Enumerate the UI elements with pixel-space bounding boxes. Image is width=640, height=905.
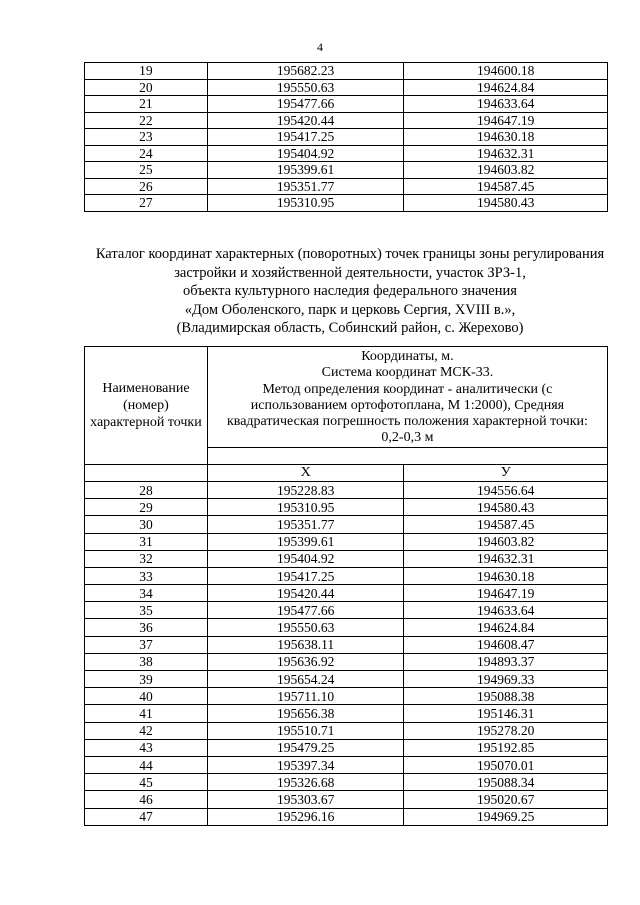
x-coordinate-cell: 195420.44 xyxy=(207,112,404,129)
y-coordinate-cell: 194647.19 xyxy=(404,585,608,602)
table-row xyxy=(85,739,608,756)
point-name-header xyxy=(85,347,208,465)
x-coordinate-cell: 195310.95 xyxy=(207,195,404,212)
catalog-heading xyxy=(60,245,640,338)
x-coordinate-cell: 195399.61 xyxy=(207,533,404,550)
table-row xyxy=(85,96,608,113)
x-coordinate-cell: 195510.71 xyxy=(207,722,404,739)
x-coordinate-cell: 195397.34 xyxy=(207,756,404,773)
x-coordinate-cell: 195310.95 xyxy=(207,499,404,516)
y-coordinate-cell: 194608.47 xyxy=(404,636,608,653)
point-number-cell: 42 xyxy=(85,722,208,739)
point-number-cell: 40 xyxy=(85,688,208,705)
y-coordinate-cell: 194630.18 xyxy=(404,129,608,146)
y-coordinate-cell: 194647.19 xyxy=(404,112,608,129)
x-coordinate-cell: 195303.67 xyxy=(207,791,404,808)
page-number: 4 xyxy=(317,40,323,54)
table-body xyxy=(85,481,608,825)
coordinates-table xyxy=(84,346,608,826)
y-coordinate-cell: 194969.33 xyxy=(404,671,608,688)
x-coordinate-cell: 195682.23 xyxy=(207,63,404,80)
y-coordinate-cell: 194632.31 xyxy=(404,145,608,162)
point-number-cell: 26 xyxy=(85,178,208,195)
header-line: (номер) xyxy=(123,397,169,413)
point-number-cell: 28 xyxy=(85,481,208,498)
x-coordinate-cell: 195479.25 xyxy=(207,739,404,756)
y-coordinate-cell: 194969.25 xyxy=(404,808,608,825)
table-row xyxy=(85,178,608,195)
x-coordinate-cell: 195417.25 xyxy=(207,129,404,146)
x-coordinate-cell: 195636.92 xyxy=(207,653,404,670)
point-number-cell: 45 xyxy=(85,774,208,791)
y-coordinate-cell: 195088.34 xyxy=(404,774,608,791)
point-number-cell: 20 xyxy=(85,79,208,96)
x-coordinate-cell: 195296.16 xyxy=(207,808,404,825)
empty-header-cell xyxy=(85,464,208,481)
x-column-header: X xyxy=(207,464,404,481)
y-coordinate-cell: 194580.43 xyxy=(404,499,608,516)
y-coordinate-cell: 194630.18 xyxy=(404,567,608,584)
point-number-cell: 33 xyxy=(85,567,208,584)
x-coordinate-cell: 195550.63 xyxy=(207,79,404,96)
y-coordinate-cell: 194600.18 xyxy=(404,63,608,80)
coordinates-header xyxy=(207,347,607,448)
heading-line: объекта культурного наследия федерального значения xyxy=(183,283,517,299)
point-number-cell: 30 xyxy=(85,516,208,533)
table-row xyxy=(85,195,608,212)
x-coordinate-cell: 195417.25 xyxy=(207,567,404,584)
y-coordinate-cell: 194587.45 xyxy=(404,178,608,195)
table-row xyxy=(85,481,608,498)
y-column-header: У xyxy=(404,464,608,481)
header-line: характерной точки xyxy=(90,414,202,430)
table-row xyxy=(85,705,608,722)
point-number-cell: 31 xyxy=(85,533,208,550)
table-row xyxy=(85,533,608,550)
point-number-cell: 34 xyxy=(85,585,208,602)
y-coordinate-cell: 194624.84 xyxy=(404,619,608,636)
heading-line: «Дом Оболенского, парк и церковь Сергия, XVIII в.», xyxy=(184,301,516,318)
table-row xyxy=(85,499,608,516)
point-number-cell: 41 xyxy=(85,705,208,722)
x-coordinate-cell: 195550.63 xyxy=(207,619,404,636)
x-coordinate-cell: 195228.83 xyxy=(207,481,404,498)
y-coordinate-cell: 195278.20 xyxy=(404,722,608,739)
y-coordinate-cell: 194603.82 xyxy=(404,533,608,550)
x-coordinate-cell: 195351.77 xyxy=(207,178,404,195)
y-coordinate-cell: 195146.31 xyxy=(404,705,608,722)
point-number-cell: 38 xyxy=(85,653,208,670)
table-row xyxy=(85,688,608,705)
table-row xyxy=(85,602,608,619)
x-coordinate-cell: 195638.11 xyxy=(207,636,404,653)
point-number-cell: 19 xyxy=(85,63,208,80)
point-number-cell: 36 xyxy=(85,619,208,636)
table-row xyxy=(85,129,608,146)
table-row xyxy=(85,162,608,179)
header-line: 0,2-0,3 м xyxy=(381,430,434,446)
y-coordinate-cell: 194580.43 xyxy=(404,195,608,212)
y-coordinate-cell: 195020.67 xyxy=(404,791,608,808)
x-coordinate-cell: 195477.66 xyxy=(207,96,404,113)
header-line: Система координат МСК-33. xyxy=(321,365,494,381)
table-row xyxy=(85,79,608,96)
header-line: квадратическая погрешность положения характерной точки: xyxy=(226,414,588,430)
x-coordinate-cell: 195351.77 xyxy=(207,516,404,533)
table-row xyxy=(85,636,608,653)
y-coordinate-cell: 195192.85 xyxy=(404,739,608,756)
point-number-cell: 37 xyxy=(85,636,208,653)
x-coordinate-cell: 195654.24 xyxy=(207,671,404,688)
table-row xyxy=(85,145,608,162)
point-number-cell: 22 xyxy=(85,112,208,129)
table-row xyxy=(85,791,608,808)
header-spacer xyxy=(207,447,607,464)
y-coordinate-cell: 194587.45 xyxy=(404,516,608,533)
point-number-cell: 35 xyxy=(85,602,208,619)
y-coordinate-cell: 194893.37 xyxy=(404,653,608,670)
point-number-cell: 39 xyxy=(85,671,208,688)
y-coordinate-cell: 194624.84 xyxy=(404,79,608,96)
x-coordinate-cell: 195711.10 xyxy=(207,688,404,705)
header-line: Метод определения координат - аналитически (с xyxy=(262,381,553,397)
point-number-cell: 43 xyxy=(85,739,208,756)
table-row xyxy=(85,112,608,129)
table-row xyxy=(85,550,608,567)
table-row xyxy=(85,585,608,602)
y-coordinate-cell: 194603.82 xyxy=(404,162,608,179)
y-coordinate-cell: 194632.31 xyxy=(404,550,608,567)
table-row xyxy=(85,63,608,80)
header-line: использованием ортофотоплана, М 1:2000), Средняя xyxy=(250,397,565,413)
point-number-cell: 21 xyxy=(85,96,208,113)
y-coordinate-cell: 194633.64 xyxy=(404,96,608,113)
heading-line: (Владимирская область, Собинский район, с. Жерехово) xyxy=(176,320,524,336)
x-coordinate-cell: 195404.92 xyxy=(207,145,404,162)
table-row xyxy=(85,619,608,636)
point-number-cell: 44 xyxy=(85,756,208,773)
table-body xyxy=(85,63,608,212)
table-row xyxy=(85,567,608,584)
coordinates-table-continued xyxy=(84,62,608,212)
point-number-cell: 46 xyxy=(85,791,208,808)
table-row xyxy=(85,516,608,533)
point-number-cell: 24 xyxy=(85,145,208,162)
table-row xyxy=(85,671,608,688)
x-coordinate-cell: 195326.68 xyxy=(207,774,404,791)
point-number-cell: 27 xyxy=(85,195,208,212)
table-row xyxy=(85,756,608,773)
x-coordinate-cell: 195656.38 xyxy=(207,705,404,722)
y-coordinate-cell: 194633.64 xyxy=(404,602,608,619)
y-coordinate-cell: 194556.64 xyxy=(404,481,608,498)
header-line: Наименование xyxy=(102,380,190,396)
heading-line: застройки и хозяйственной деятельности, участок ЗРЗ-1, xyxy=(174,264,526,281)
table-row xyxy=(85,653,608,670)
table-row xyxy=(85,774,608,791)
table-row xyxy=(85,808,608,825)
heading-line: Каталог координат характерных (поворотных) точек границы зоны регулирования xyxy=(95,246,605,262)
x-coordinate-cell: 195420.44 xyxy=(207,585,404,602)
point-number-cell: 47 xyxy=(85,808,208,825)
header-line: Координаты, м. xyxy=(361,349,454,364)
x-coordinate-cell: 195404.92 xyxy=(207,550,404,567)
x-coordinate-cell: 195399.61 xyxy=(207,162,404,179)
point-number-cell: 32 xyxy=(85,550,208,567)
y-coordinate-cell: 195088.38 xyxy=(404,688,608,705)
point-number-cell: 23 xyxy=(85,129,208,146)
x-coordinate-cell: 195477.66 xyxy=(207,602,404,619)
point-number-cell: 29 xyxy=(85,499,208,516)
point-number-cell: 25 xyxy=(85,162,208,179)
table-row xyxy=(85,722,608,739)
y-coordinate-cell: 195070.01 xyxy=(404,756,608,773)
